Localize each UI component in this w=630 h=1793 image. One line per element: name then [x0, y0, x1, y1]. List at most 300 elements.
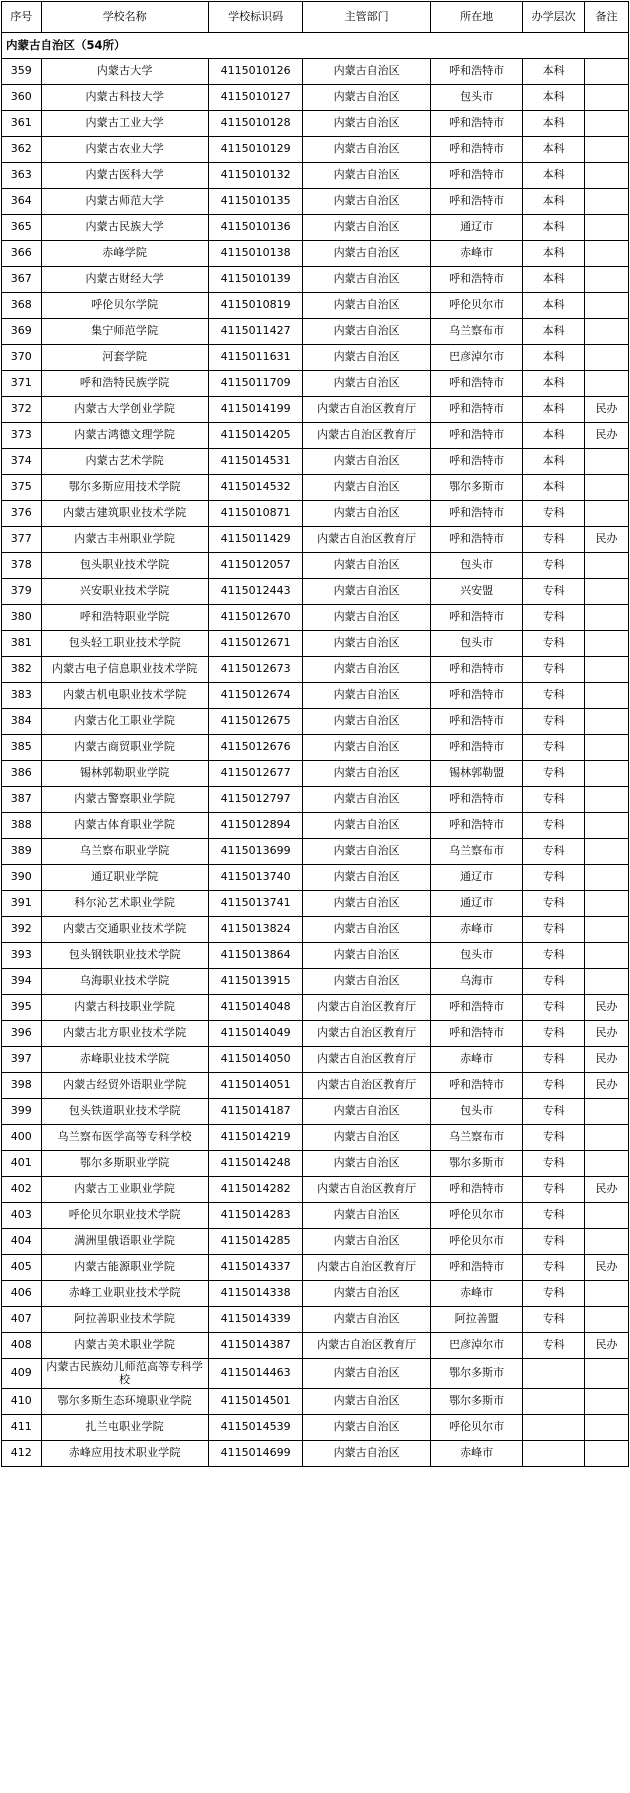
cell-note — [584, 709, 628, 735]
cell-location: 包头市 — [430, 631, 522, 657]
cell-department: 内蒙古自治区教育厅 — [303, 1333, 431, 1359]
cell-no: 386 — [2, 761, 42, 787]
table-row — [2, 1229, 629, 1255]
cell-school-name: 鄂尔多斯应用技术学院 — [41, 475, 208, 501]
cell-location: 乌兰察布市 — [430, 1125, 522, 1151]
table-row — [2, 865, 629, 891]
cell-school-code: 4115010132 — [208, 163, 303, 189]
cell-location: 乌兰察布市 — [430, 319, 522, 345]
cell-school-code: 4115010138 — [208, 241, 303, 267]
table-row — [2, 917, 629, 943]
table-row — [2, 1359, 629, 1389]
cell-level: 专科 — [523, 761, 585, 787]
table-row — [2, 683, 629, 709]
cell-location: 阿拉善盟 — [430, 1307, 522, 1333]
cell-level: 专科 — [523, 1177, 585, 1203]
cell-school-name: 内蒙古美术职业学院 — [41, 1333, 208, 1359]
cell-location: 赤峰市 — [430, 241, 522, 267]
cell-no: 398 — [2, 1073, 42, 1099]
cell-level: 本科 — [523, 137, 585, 163]
table-row — [2, 1255, 629, 1281]
cell-location: 巴彦淖尔市 — [430, 345, 522, 371]
cell-location: 呼和浩特市 — [430, 59, 522, 85]
cell-note: 民办 — [584, 1255, 628, 1281]
table-row — [2, 553, 629, 579]
cell-note — [584, 605, 628, 631]
cell-no: 395 — [2, 995, 42, 1021]
cell-level: 本科 — [523, 163, 585, 189]
cell-level: 本科 — [523, 371, 585, 397]
cell-level: 专科 — [523, 527, 585, 553]
cell-school-code: 4115010819 — [208, 293, 303, 319]
table-row — [2, 995, 629, 1021]
cell-note — [584, 293, 628, 319]
cell-school-name: 赤峰学院 — [41, 241, 208, 267]
cell-location: 赤峰市 — [430, 1047, 522, 1073]
cell-department: 内蒙古自治区 — [303, 631, 431, 657]
cell-school-code: 4115012670 — [208, 605, 303, 631]
cell-school-name: 集宁师范学院 — [41, 319, 208, 345]
cell-no: 363 — [2, 163, 42, 189]
table-row — [2, 969, 629, 995]
cell-school-name: 内蒙古大学创业学院 — [41, 397, 208, 423]
cell-note — [584, 1389, 628, 1415]
cell-school-code: 4115011631 — [208, 345, 303, 371]
cell-school-name: 内蒙古科技大学 — [41, 85, 208, 111]
cell-department: 内蒙古自治区 — [303, 163, 431, 189]
cell-level: 专科 — [523, 1281, 585, 1307]
table-row — [2, 943, 629, 969]
cell-school-name: 赤峰应用技术职业学院 — [41, 1441, 208, 1467]
cell-note — [584, 657, 628, 683]
cell-level: 本科 — [523, 189, 585, 215]
cell-school-name: 赤峰工业职业技术学院 — [41, 1281, 208, 1307]
header-note: 备注 — [584, 2, 628, 33]
cell-school-code: 4115014283 — [208, 1203, 303, 1229]
cell-level: 专科 — [523, 1307, 585, 1333]
cell-location: 通辽市 — [430, 215, 522, 241]
cell-note: 民办 — [584, 397, 628, 423]
cell-location: 呼和浩特市 — [430, 137, 522, 163]
cell-level: 本科 — [523, 423, 585, 449]
table-row — [2, 1415, 629, 1441]
cell-school-code: 4115010127 — [208, 85, 303, 111]
cell-level: 专科 — [523, 1255, 585, 1281]
cell-no: 397 — [2, 1047, 42, 1073]
cell-no: 374 — [2, 449, 42, 475]
cell-location: 乌兰察布市 — [430, 839, 522, 865]
table-row — [2, 1021, 629, 1047]
cell-school-code: 4115012797 — [208, 787, 303, 813]
cell-school-name: 内蒙古商贸职业学院 — [41, 735, 208, 761]
cell-level: 本科 — [523, 59, 585, 85]
cell-school-name: 鄂尔多斯职业学院 — [41, 1151, 208, 1177]
cell-school-name: 赤峰职业技术学院 — [41, 1047, 208, 1073]
table-row — [2, 1389, 629, 1415]
cell-note — [584, 319, 628, 345]
cell-location: 呼伦贝尔市 — [430, 1415, 522, 1441]
cell-school-code: 4115014049 — [208, 1021, 303, 1047]
cell-department: 内蒙古自治区教育厅 — [303, 1073, 431, 1099]
cell-no: 364 — [2, 189, 42, 215]
table-row — [2, 709, 629, 735]
header-no: 序号 — [2, 2, 42, 33]
cell-department: 内蒙古自治区 — [303, 215, 431, 241]
cell-school-code: 4115013824 — [208, 917, 303, 943]
cell-school-name: 内蒙古丰州职业学院 — [41, 527, 208, 553]
cell-note — [584, 449, 628, 475]
cell-note — [584, 345, 628, 371]
cell-location: 呼和浩特市 — [430, 1073, 522, 1099]
table-row — [2, 1441, 629, 1467]
cell-school-code: 4115012673 — [208, 657, 303, 683]
cell-note — [584, 1415, 628, 1441]
cell-school-name: 鄂尔多斯生态环境职业学院 — [41, 1389, 208, 1415]
cell-location: 锡林郭勒盟 — [430, 761, 522, 787]
cell-level: 专科 — [523, 995, 585, 1021]
cell-no: 390 — [2, 865, 42, 891]
cell-note — [584, 1229, 628, 1255]
cell-location: 赤峰市 — [430, 1441, 522, 1467]
cell-school-name: 扎兰屯职业学院 — [41, 1415, 208, 1441]
cell-no: 402 — [2, 1177, 42, 1203]
cell-no: 391 — [2, 891, 42, 917]
cell-school-name: 内蒙古师范大学 — [41, 189, 208, 215]
table-row — [2, 371, 629, 397]
cell-location: 呼和浩特市 — [430, 787, 522, 813]
cell-school-name: 内蒙古化工职业学院 — [41, 709, 208, 735]
cell-level: 专科 — [523, 1099, 585, 1125]
cell-no: 380 — [2, 605, 42, 631]
cell-school-name: 内蒙古建筑职业技术学院 — [41, 501, 208, 527]
cell-school-name: 包头钢铁职业技术学院 — [41, 943, 208, 969]
cell-note — [584, 267, 628, 293]
cell-note — [584, 189, 628, 215]
cell-school-code: 4115014539 — [208, 1415, 303, 1441]
cell-school-code: 4115011429 — [208, 527, 303, 553]
cell-school-name: 通辽职业学院 — [41, 865, 208, 891]
table-row — [2, 605, 629, 631]
cell-level — [523, 1415, 585, 1441]
cell-school-code: 4115013699 — [208, 839, 303, 865]
table-row — [2, 631, 629, 657]
cell-no: 376 — [2, 501, 42, 527]
cell-school-code: 4115012057 — [208, 553, 303, 579]
table-row — [2, 527, 629, 553]
cell-location: 呼和浩特市 — [430, 111, 522, 137]
cell-level: 专科 — [523, 865, 585, 891]
table-row — [2, 1125, 629, 1151]
cell-no: 362 — [2, 137, 42, 163]
table-row — [2, 59, 629, 85]
table-row — [2, 449, 629, 475]
cell-note — [584, 475, 628, 501]
cell-no: 387 — [2, 787, 42, 813]
cell-school-code: 4115010136 — [208, 215, 303, 241]
cell-note — [584, 891, 628, 917]
cell-note: 民办 — [584, 1333, 628, 1359]
table-row — [2, 813, 629, 839]
cell-note — [584, 579, 628, 605]
cell-location: 呼和浩特市 — [430, 1255, 522, 1281]
cell-no: 383 — [2, 683, 42, 709]
cell-school-name: 内蒙古医科大学 — [41, 163, 208, 189]
cell-school-code: 4115014048 — [208, 995, 303, 1021]
cell-location: 鄂尔多斯市 — [430, 1359, 522, 1389]
cell-department: 内蒙古自治区教育厅 — [303, 995, 431, 1021]
cell-level: 本科 — [523, 319, 585, 345]
cell-school-name: 内蒙古工业职业学院 — [41, 1177, 208, 1203]
cell-no: 375 — [2, 475, 42, 501]
cell-department: 内蒙古自治区 — [303, 1441, 431, 1467]
cell-department: 内蒙古自治区 — [303, 293, 431, 319]
cell-no: 411 — [2, 1415, 42, 1441]
cell-department: 内蒙古自治区 — [303, 943, 431, 969]
cell-department: 内蒙古自治区 — [303, 683, 431, 709]
cell-location: 呼和浩特市 — [430, 1177, 522, 1203]
cell-no: 385 — [2, 735, 42, 761]
cell-level: 专科 — [523, 1021, 585, 1047]
cell-note: 民办 — [584, 995, 628, 1021]
cell-school-code: 4115010128 — [208, 111, 303, 137]
cell-school-code: 4115014199 — [208, 397, 303, 423]
cell-note — [584, 683, 628, 709]
table-header — [2, 2, 629, 33]
cell-location: 鄂尔多斯市 — [430, 1151, 522, 1177]
table-row — [2, 1177, 629, 1203]
cell-level: 本科 — [523, 449, 585, 475]
cell-level: 专科 — [523, 787, 585, 813]
cell-no: 359 — [2, 59, 42, 85]
cell-location: 包头市 — [430, 943, 522, 969]
table-row — [2, 735, 629, 761]
cell-location: 乌海市 — [430, 969, 522, 995]
table-row — [2, 839, 629, 865]
cell-location: 巴彦淖尔市 — [430, 1333, 522, 1359]
cell-location: 呼和浩特市 — [430, 267, 522, 293]
header-level: 办学层次 — [523, 2, 585, 33]
cell-note — [584, 215, 628, 241]
cell-department: 内蒙古自治区教育厅 — [303, 423, 431, 449]
table-row — [2, 1047, 629, 1073]
cell-school-code: 4115010126 — [208, 59, 303, 85]
cell-school-name: 内蒙古艺术学院 — [41, 449, 208, 475]
cell-note — [584, 163, 628, 189]
cell-school-code: 4115014463 — [208, 1359, 303, 1389]
cell-department: 内蒙古自治区 — [303, 553, 431, 579]
cell-school-name: 内蒙古经贸外语职业学院 — [41, 1073, 208, 1099]
cell-school-name: 内蒙古工业大学 — [41, 111, 208, 137]
cell-note: 民办 — [584, 1047, 628, 1073]
cell-note — [584, 241, 628, 267]
cell-school-code: 4115011427 — [208, 319, 303, 345]
cell-no: 373 — [2, 423, 42, 449]
cell-school-name: 满洲里俄语职业学院 — [41, 1229, 208, 1255]
cell-location: 呼和浩特市 — [430, 189, 522, 215]
header-school-code: 学校标识码 — [208, 2, 303, 33]
cell-school-code: 4115014338 — [208, 1281, 303, 1307]
cell-no: 393 — [2, 943, 42, 969]
school-list-document — [0, 1, 630, 1467]
cell-level: 专科 — [523, 839, 585, 865]
header-row — [2, 2, 629, 33]
cell-school-name: 内蒙古能源职业学院 — [41, 1255, 208, 1281]
cell-level: 专科 — [523, 813, 585, 839]
cell-no: 404 — [2, 1229, 42, 1255]
cell-no: 366 — [2, 241, 42, 267]
cell-department: 内蒙古自治区 — [303, 813, 431, 839]
cell-department: 内蒙古自治区 — [303, 137, 431, 163]
cell-school-code: 4115014219 — [208, 1125, 303, 1151]
table-row — [2, 163, 629, 189]
cell-school-name: 内蒙古警察职业学院 — [41, 787, 208, 813]
cell-school-name: 包头轻工职业技术学院 — [41, 631, 208, 657]
table-row — [2, 319, 629, 345]
cell-level: 专科 — [523, 605, 585, 631]
cell-school-code: 4115013741 — [208, 891, 303, 917]
cell-department: 内蒙古自治区 — [303, 189, 431, 215]
cell-note — [584, 1359, 628, 1389]
cell-level: 专科 — [523, 891, 585, 917]
table-row — [2, 891, 629, 917]
cell-note — [584, 1151, 628, 1177]
table-row — [2, 1281, 629, 1307]
cell-note — [584, 969, 628, 995]
cell-level — [523, 1359, 585, 1389]
cell-location: 通辽市 — [430, 865, 522, 891]
cell-note — [584, 85, 628, 111]
cell-school-name: 内蒙古交通职业技术学院 — [41, 917, 208, 943]
cell-school-name: 乌海职业技术学院 — [41, 969, 208, 995]
cell-note: 民办 — [584, 423, 628, 449]
cell-level: 专科 — [523, 709, 585, 735]
cell-department: 内蒙古自治区 — [303, 1415, 431, 1441]
cell-department: 内蒙古自治区 — [303, 1359, 431, 1389]
cell-school-code: 4115011709 — [208, 371, 303, 397]
cell-no: 394 — [2, 969, 42, 995]
cell-level: 专科 — [523, 657, 585, 683]
cell-school-code: 4115010139 — [208, 267, 303, 293]
cell-level: 专科 — [523, 1203, 585, 1229]
cell-school-code: 4115012443 — [208, 579, 303, 605]
cell-school-code: 4115012677 — [208, 761, 303, 787]
cell-department: 内蒙古自治区 — [303, 891, 431, 917]
cell-school-code: 4115010129 — [208, 137, 303, 163]
cell-school-code: 4115012674 — [208, 683, 303, 709]
cell-school-code: 4115013864 — [208, 943, 303, 969]
table-row — [2, 345, 629, 371]
cell-department: 内蒙古自治区 — [303, 709, 431, 735]
cell-department: 内蒙古自治区 — [303, 345, 431, 371]
cell-note: 民办 — [584, 1073, 628, 1099]
cell-note — [584, 1281, 628, 1307]
cell-level: 专科 — [523, 1073, 585, 1099]
header-department: 主管部门 — [303, 2, 431, 33]
cell-school-name: 内蒙古财经大学 — [41, 267, 208, 293]
cell-school-code: 4115012894 — [208, 813, 303, 839]
cell-department: 内蒙古自治区 — [303, 475, 431, 501]
table-row — [2, 787, 629, 813]
cell-note — [584, 1125, 628, 1151]
cell-department: 内蒙古自治区 — [303, 735, 431, 761]
cell-note — [584, 371, 628, 397]
cell-school-code: 4115014248 — [208, 1151, 303, 1177]
cell-location: 兴安盟 — [430, 579, 522, 605]
cell-note — [584, 865, 628, 891]
cell-department: 内蒙古自治区教育厅 — [303, 1047, 431, 1073]
cell-location: 包头市 — [430, 1099, 522, 1125]
cell-level: 专科 — [523, 917, 585, 943]
cell-no: 410 — [2, 1389, 42, 1415]
cell-level: 专科 — [523, 631, 585, 657]
cell-location: 赤峰市 — [430, 1281, 522, 1307]
cell-level: 专科 — [523, 1125, 585, 1151]
cell-no: 377 — [2, 527, 42, 553]
cell-department: 内蒙古自治区 — [303, 969, 431, 995]
cell-school-name: 包头铁道职业技术学院 — [41, 1099, 208, 1125]
cell-department: 内蒙古自治区 — [303, 449, 431, 475]
table-row — [2, 111, 629, 137]
cell-level: 本科 — [523, 475, 585, 501]
cell-level: 本科 — [523, 111, 585, 137]
cell-location: 呼和浩特市 — [430, 527, 522, 553]
cell-department: 内蒙古自治区 — [303, 319, 431, 345]
cell-school-name: 内蒙古大学 — [41, 59, 208, 85]
cell-school-name: 包头职业技术学院 — [41, 553, 208, 579]
cell-no: 372 — [2, 397, 42, 423]
table-row — [2, 397, 629, 423]
cell-level: 专科 — [523, 735, 585, 761]
cell-department: 内蒙古自治区 — [303, 865, 431, 891]
cell-note — [584, 735, 628, 761]
cell-location: 呼伦贝尔市 — [430, 1229, 522, 1255]
cell-department: 内蒙古自治区 — [303, 605, 431, 631]
cell-school-name: 乌兰察布医学高等专科学校 — [41, 1125, 208, 1151]
cell-no: 400 — [2, 1125, 42, 1151]
cell-school-code: 4115014501 — [208, 1389, 303, 1415]
cell-no: 379 — [2, 579, 42, 605]
cell-no: 381 — [2, 631, 42, 657]
cell-department: 内蒙古自治区 — [303, 267, 431, 293]
cell-school-code: 4115014339 — [208, 1307, 303, 1333]
cell-location: 呼和浩特市 — [430, 605, 522, 631]
cell-department: 内蒙古自治区 — [303, 787, 431, 813]
table-row — [2, 267, 629, 293]
cell-school-name: 乌兰察布职业学院 — [41, 839, 208, 865]
cell-school-code: 4115010135 — [208, 189, 303, 215]
cell-level: 专科 — [523, 683, 585, 709]
cell-no: 389 — [2, 839, 42, 865]
cell-no: 365 — [2, 215, 42, 241]
cell-school-name: 呼和浩特民族学院 — [41, 371, 208, 397]
cell-level: 本科 — [523, 241, 585, 267]
cell-school-name: 呼伦贝尔学院 — [41, 293, 208, 319]
cell-no: 382 — [2, 657, 42, 683]
cell-school-name: 内蒙古电子信息职业技术学院 — [41, 657, 208, 683]
cell-department: 内蒙古自治区教育厅 — [303, 1177, 431, 1203]
cell-no: 388 — [2, 813, 42, 839]
cell-school-name: 内蒙古鸿德文理学院 — [41, 423, 208, 449]
cell-location: 鄂尔多斯市 — [430, 475, 522, 501]
cell-level: 本科 — [523, 345, 585, 371]
cell-location: 呼伦贝尔市 — [430, 293, 522, 319]
cell-school-code: 4115012675 — [208, 709, 303, 735]
cell-note — [584, 1203, 628, 1229]
cell-location: 呼和浩特市 — [430, 371, 522, 397]
cell-location: 鄂尔多斯市 — [430, 1389, 522, 1415]
cell-school-name: 呼和浩特职业学院 — [41, 605, 208, 631]
cell-level: 专科 — [523, 969, 585, 995]
